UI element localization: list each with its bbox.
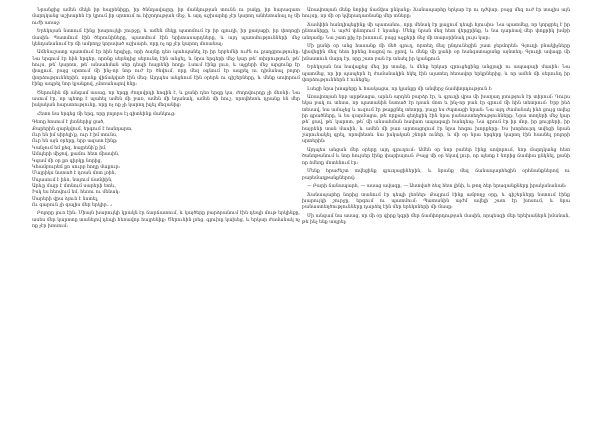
paragraph: Առավոտյան երբ արթնացա, արևն արդեն բարձր էր, և գյուղի վրա մի խաղաղ լռություն էր տիրում։ Դուրս եկա բակ ու տեսա, որ պատանին նստած էր դռան մոտ և ինչ-որ բան էր գրում մի հին տետրում։ Երբ ինձ տեսավ, նա ամաչեց և ուզում էր թաքցնել տետրը, բայց ես ժպտացի նրան։ Նա այդ ժամանակ ինձ ցույց տվեց իր գրածները, և ես զարմացա, թե որքան գեղեցիկ էին նրա բանաստեղծությունները։ Նրա տողերի մեջ կար թե՛ ցավ, թե՛ կարոտ, թե՛ մի անսահման հավատ ապագայի հանդեպ։ Նա գրում էր իր մոր, իր քույրերի, իր հայրենի տան մասին, և ամեն մի բառ արտացոլում էր նրա հոգու խորքերը։ Ես խորհուրդ տվեցի նրան շարունակել գրել, որովհետև նա իսկական շնորհ ուներ, և մի օր նրա երգերը կարող էին հասնել բոլորի սրտերին։ bbox=[302, 95, 570, 145]
paragraph: Մի քանի օր անց հասանք մի մեծ գյուղ, որտեղ մեզ ընդունեցին շատ ջերմորեն։ Գյուղի բնակիչները կիսվեցին մեզ հետ իրենց հացով ու ջրով, և մենք մի քանի օր հանգստացանք այնտեղ։ Գյուղի ավագը մի իմաստուն մարդ էր, որը շատ բան էր տեսել իր կյանքում։ bbox=[302, 44, 570, 62]
dialogue-quote: — Բարի ճանապարհ, — ասաց ավագը, — Աստված ձեզ հետ լինի, և թող ձեր երազանքները իրականանան։ bbox=[307, 184, 567, 190]
verse-line: Արևը մայր է մտնում սարերի ետև, bbox=[32, 183, 117, 189]
paragraph: Լսեցի նրա խոսքերը և հասկացա, որ կյանքը մի անվերջ ճամփորդություն է։ bbox=[307, 86, 493, 92]
paragraph: Այդպես անցան մեր օրերը այդ գյուղում։ Ամեն օր նոր բաներ էինք սովորում, նոր մարդկանց հետ ծանոթանում և նոր հույսեր էինք փայփայում։ Բայց մի օր եկավ լուր, որ պետք է նորից ճամփա ընկնել, քանի որ ձմեռը մոտենում էր։ bbox=[302, 148, 570, 166]
paragraph: Բոլորը լուռ էին։ Միայն խարույկի կրակն էր ճարճատում, և կայծերը բարձրանում էին դեպի մութ երկինքը, ասես մեր կարոտը տանելով դեպի հեռավոր հայրենիք։ Ծերունին լռեց, գլուխը կախեց, և երկար ժամանակ ոչ ոք չէր խոսում։ bbox=[32, 211, 300, 229]
verse-line: Քարերին զարկվում, երգում է հանդարտ, bbox=[32, 126, 133, 132]
left-column bbox=[32, 8, 300, 232]
verse-line: Ու գարուն չի գալիս մեր երկիր...։ bbox=[32, 202, 113, 208]
verse-line: Սարերի վրա ձյուն է նստել, bbox=[32, 196, 99, 202]
paragraph: Մի անգամ նա ասաց, որ մի օր գիրք կգրի մեր ճամփորդության մասին, որպեսզի մեր երեխաներն իմանան, թե ինչ ենք ապրել։ bbox=[302, 213, 570, 226]
verse-line: Ուր են այն օրերը, երբ ազատ էինք։ bbox=[32, 139, 118, 145]
paragraph: Ծերունին մի անգամ ասաց, որ երգը ժողովրդի հոգին է, և քանի դեռ երգը կա, ժողովուրդը չի մեռնի։ Նա ասում էր, որ պետք է պահել ամեն մի բառ, ամեն մի եղանակ, ամեն մի հուշ, որովհետև դրանք են մեր իսկական հարստությունը, որը ոչ ոք չի կարող խլել մեզանից։ bbox=[32, 90, 300, 109]
paragraph: Առավոտյան մենք նորից ճամփա ընկանք։ Ճանապարհը երկար էր ու դժվար, բայց մեզ ուժ էր տալիս այն հույսը, որ մի օր կվերադառնանք մեր տները։ bbox=[302, 8, 570, 20]
verse-block bbox=[32, 120, 300, 209]
paragraph: Ամենաշատը պատմում էր հին երգիչը, որի ձայնը դեռ պահպանել էր իր երբեմնի ուժն ու քաղցրությունը։ Նա երգում էր հին երգեր, որոնք սերնդից սերունդ էին անցել, և նրա երգերի մեջ կար թե՛ տխրություն, թե՛ հույս, թե՛ կարոտ, թե՛ անսահման սեր դեպի հայրենի հողը։ Լսում էինք լուռ, և աչքերի մեջ արցունք էր փայլում, բայց սրտում մի ինչ-որ նոր ուժ էր ծնվում, որը մեզ օգնում էր ապրել ու դիմանալ բոլոր փորձություններին, որոնք վիճակված էին մեզ։ Այդպես անցնում էին օրերն ու գիշերները, և մենք սովորում էինք ապրել նոր կյանքով, չմոռանալով հնը։ bbox=[32, 50, 300, 88]
verse-line: Կհամբուրեմ քո սուրբ հողը մաքուր։ bbox=[32, 164, 121, 170]
verse-line: Ամպերի միջով, քամու հետ միասին, bbox=[32, 152, 120, 158]
right-column bbox=[302, 8, 570, 229]
verse-line: Գետը հոսում է լեռներից ցած, bbox=[32, 120, 105, 126]
verse-line: Իսկ ես հեռվում եմ, հեռու ու մենակ։ bbox=[32, 190, 120, 196]
paragraph: Երեկոյան նստում էինք խարույկի շուրջը, և ամեն մեկը պատմում էր իր գյուղի, իր քաղաքի, իր փողոցի մասին։ Պատմում էին ծերունիները, պատմում էին երիտասարդները, և այդ պատմությունների մեջ կենդանանում էր մի ամբողջ կորսված աշխարհ, որը ոչ ոք չէր կարող մոռանալ։ bbox=[32, 29, 300, 47]
paragraph: Նրանցից ամեն մեկն իր հայրենիքը, իր ծննդավայրը, իր մանկության տունն ու բակը, իր հարազատ մարդկանց աշխարհն էր կրում իր սրտում ու հիշողության մեջ, և այդ աշխարհը չէր կարող անհետանալ ոչ մի ուժի առաջ։ bbox=[32, 8, 300, 26]
verse-line: Կանչում եմ քեզ, հայրենի՛ք իմ, bbox=[32, 145, 107, 151]
verse-line: Սպասում է ինձ, նայում ճամփին, bbox=[32, 177, 113, 183]
verse-line: Մայրիկս նստած է դռան մոտ լռին, bbox=[32, 171, 117, 177]
paragraph: Մենք հրաժեշտ տվեցինք գյուղացիներին, և նրանք մեզ ճանապարհեցին օրհնանքներով ու բարեմաղթանքներով։ bbox=[302, 169, 570, 181]
verse-line: Կգամ մի օր քո գիրկը նորից, bbox=[32, 158, 103, 164]
paragraph: Երեկոյան նա հավաքեց մեզ իր տանը, և մենք երկար զրուցեցինք անցյալի ու ապագայի մասին։ Նա պատմեց, որ իր պապերն էլ ժամանակին եկել էին այստեղ հեռավոր երկրներից, և որ ամեն մի սերունդ իր փորձություններն է ունեցել։ bbox=[302, 65, 570, 83]
paragraph: Ճանապարհը նորից տանում էր դեպի լեռներ։ Քայլում էինք ամբողջ օրը, և գիշերները նստում էինք խարույկի շուրջը, երգում ու պատմում։ Պատանին այժմ ավելի շատ էր խոսում, և նրա բանաստեղծությունները դարձել էին մեր երեկոների մի մասը։ bbox=[302, 192, 570, 211]
paragraph: Ճամփին հանդիպեցինք մի պատանու, որը մենակ էր քայլում դեպի հյուսիս։ Նա պատմեց, որ կորցրել է իր ընտանիքը, և այժմ փնտրում է նրանց։ Մենք նրան մեզ հետ վերցրինք, և նա դարձավ մեր փոքրիկ խմբի անդամը։ Նա շատ քիչ էր խոսում, բայց աչքերի մեջ մի տարօրինակ լույս կար։ bbox=[302, 22, 570, 41]
verse-line: Ուր են իմ սիրելի՛ք, ուր է իմ տունս, bbox=[32, 133, 118, 139]
paragraph: Հետո նա երգեց մի երգ, որը բոլորս էլ գիտեինք մանկուց։ bbox=[37, 111, 176, 117]
